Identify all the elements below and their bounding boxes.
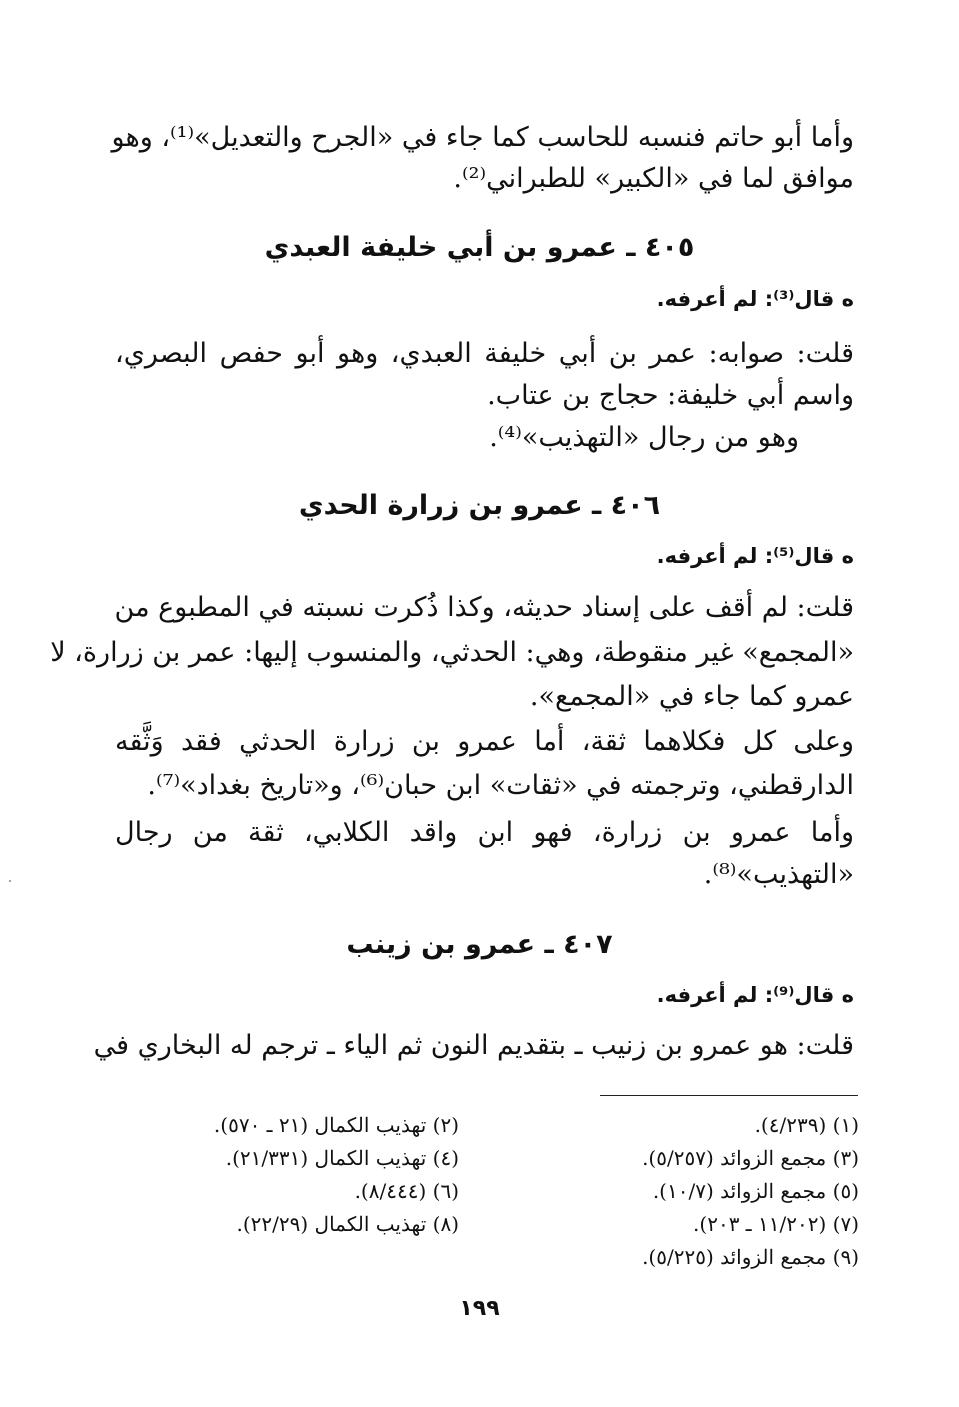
entry-406-heading: ٤٠٦ ـ عمرو بن زرارة الحدي — [298, 490, 661, 521]
footnote-3: (٣) مجمع الزوائد (٥/٢٥٧). — [642, 1146, 859, 1170]
footnote-9: (٩) مجمع الزوائد (٥/٢٢٥). — [642, 1245, 859, 1269]
entry-407-line-1: قلت: هو عمرو بن زنيب ـ بتقديم النون ثم الياء ـ ترجم له البخاري في — [93, 1030, 854, 1061]
margin-mark — [9, 880, 11, 882]
footnote-7: (٧) (١١/٢٠٢ ـ ٢٠٣). — [693, 1212, 859, 1236]
footnote-5: (٥) مجمع الزوائد (١٠/٧). — [652, 1179, 859, 1203]
entry-406-line-2: «المجمع» غير منقوطة، وهي: الحدثي، والمنسوب إليها: عمر بن زرارة، لا — [50, 637, 854, 668]
footnote-6: (٦) (٨/٤٤٤). — [354, 1179, 459, 1203]
entry-406-line-6: وأما عمرو بن زرارة، فهو ابن واقد الكلابي، ثقة من رجال — [115, 817, 854, 848]
intro-line-2: موافق لما في «الكبير» للطبراني⁽²⁾. — [453, 163, 854, 194]
entry-407-qal: ە قال⁽⁹⁾: لم أعرفه. — [656, 983, 854, 1007]
entry-405-line-2: واسم أبي خليفة: حجاج بن عتاب. — [487, 380, 854, 411]
entry-407-heading: ٤٠٧ ـ عمرو بن زينب — [346, 929, 613, 960]
footnote-2: (٢) تهذيب الكمال (٢١ ـ ٥٧٠). — [213, 1113, 459, 1137]
entry-405-heading: ٤٠٥ ـ عمرو بن أبي خليفة العبدي — [264, 232, 695, 263]
footnote-4: (٤) تهذيب الكمال (٢١/٣٣١). — [225, 1146, 459, 1170]
entry-406-line-5: الدارقطني، وترجمته في «ثقات» ابن حبان⁽⁶⁾، و«تاريخ بغداد»⁽⁷⁾. — [147, 770, 854, 801]
footnote-8: (٨) تهذيب الكمال (٢٢/٢٩). — [236, 1212, 459, 1236]
entry-406-line-4: وعلى كل فكلاهما ثقة، أما عمرو بن زرارة الحدثي فقد وَثَّقه — [115, 726, 854, 757]
entry-406-line-3: عمرو كما جاء في «المجمع». — [529, 681, 854, 712]
entry-405-qal: ە قال⁽³⁾: لم أعرفه. — [656, 287, 854, 311]
entry-406-qal: ە قال⁽⁵⁾: لم أعرفه. — [656, 544, 854, 568]
intro-line-1: وأما أبو حاتم فنسبه للحاسب كما جاء في «الجرح والتعديل»⁽¹⁾، وهو — [111, 122, 854, 153]
entry-406-line-7: «التهذيب»⁽⁸⁾. — [703, 859, 854, 890]
footnote-1: (١) (٤/٢٣٩). — [754, 1113, 859, 1137]
entry-405-line-3: وهو من رجال «التهذيب»⁽⁴⁾. — [489, 422, 799, 453]
entry-405-line-1: قلت: صوابه: عمر بن أبي خليفة العبدي، وهو أبو حفص البصري، — [115, 338, 854, 369]
entry-406-line-1: قلت: لم أقف على إسناد حديثه، وكذا ذُكرت نسبته في المطبوع من — [114, 592, 854, 623]
page-number: ١٩٩ — [459, 1296, 500, 1321]
footnote-separator — [600, 1095, 858, 1096]
